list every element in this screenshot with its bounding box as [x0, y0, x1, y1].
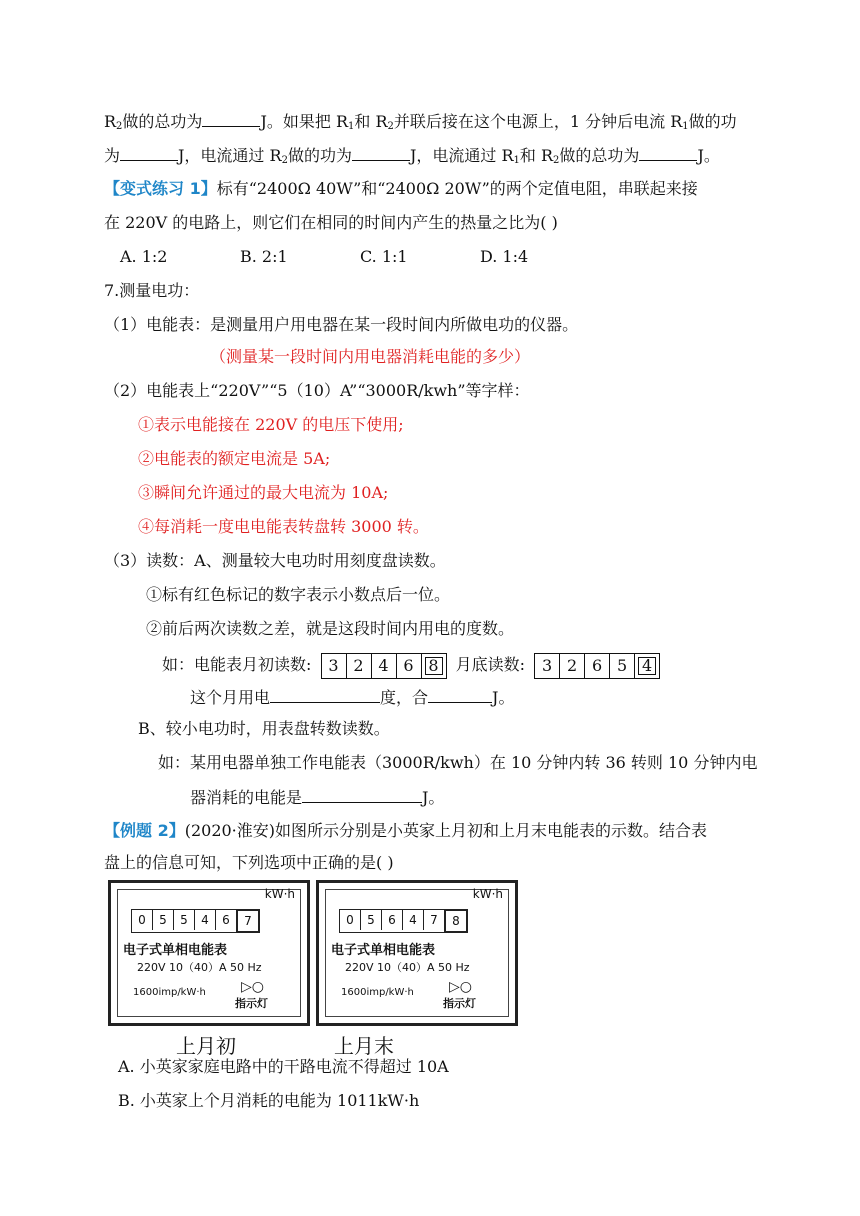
text: 这个月用电 — [190, 688, 271, 707]
option-a[interactable]: A. 1:2 — [120, 247, 168, 266]
meter-unit: kW·h — [264, 887, 295, 901]
text: 做的总功为 — [559, 146, 640, 165]
digit: 5 — [153, 910, 174, 930]
subscript: 2 — [553, 155, 560, 166]
meter-digits — [131, 909, 260, 933]
decimal-digit: 7 — [236, 909, 260, 933]
text: 做的功为 — [287, 146, 352, 165]
digit: 5 — [174, 910, 195, 930]
decimal-digit: 4 — [635, 654, 659, 678]
answer-blank — [302, 786, 422, 803]
meter-start — [108, 880, 310, 1026]
meter-imp: 1600imp/kW·h — [341, 987, 414, 998]
example-tag: 【例题 2】 — [104, 821, 185, 840]
answer-blank — [639, 144, 697, 161]
answer-a[interactable]: A. 小英家家庭电路中的干路电流不得超过 10A — [118, 1057, 449, 1076]
subscript: 2 — [281, 155, 288, 166]
text: R — [104, 112, 117, 131]
answer-blank — [270, 686, 380, 703]
practice-tag: 【变式练习 1】 — [104, 179, 217, 198]
example-2 — [104, 820, 707, 842]
text: (2020·淮安)如图所示分别是小英家上月初和上月末电能表的示数。结合表 — [184, 821, 708, 840]
meter-end — [316, 880, 518, 1026]
text: 器消耗的电能是 — [190, 788, 303, 807]
meter-end-caption: 上月末 — [334, 1034, 394, 1058]
text: 和 R — [354, 112, 388, 131]
digit: 3 — [535, 654, 560, 678]
digit: 7 — [424, 910, 445, 930]
answer-b[interactable]: B. 小英家上个月消耗的电能为 1011kW·h — [118, 1091, 420, 1110]
meter-start-caption: 上月初 — [176, 1034, 236, 1058]
month-end-reading — [534, 653, 660, 679]
digit: 6 — [382, 910, 403, 930]
digit: 6 — [585, 654, 610, 678]
text: 标有“2400Ω 40W”和“2400Ω 20W”的两个定值电阻，串联起来接 — [216, 179, 698, 198]
subscript: 2 — [116, 121, 123, 132]
text: 为 — [104, 146, 121, 165]
answer-blank — [120, 144, 178, 161]
red-note: （测量某一段时间内用电器消耗电能的多少） — [210, 347, 531, 366]
digit: 5 — [361, 910, 382, 930]
option-b[interactable]: B. 2:1 — [240, 247, 288, 266]
section-title: 7.测量电功： — [104, 281, 200, 300]
usage-line — [190, 686, 514, 709]
text: 做的功 — [688, 112, 737, 131]
meter-spec: 220V 10（40）A 50 Hz — [137, 961, 262, 974]
digit: 2 — [347, 654, 372, 678]
digit: 4 — [372, 654, 397, 678]
text: 和 R — [519, 146, 554, 165]
text: 做的总功为 — [122, 112, 203, 131]
digit: 4 — [195, 910, 216, 930]
meter-title: 电子式单相电能表 — [123, 943, 228, 958]
text: J。如果把 R — [260, 112, 348, 131]
digit: 0 — [132, 910, 153, 930]
meter-digits — [339, 909, 468, 933]
subsection-3: （3）读数：A、测量较大电功时用刻度盘读数。 — [104, 551, 446, 570]
red-point-3: ③瞬间允许通过的最大电流为 10A; — [138, 483, 389, 502]
red-point-2: ②电能表的额定电流是 5A; — [138, 449, 331, 468]
indicator-light-icon: ▷○ — [241, 979, 264, 995]
meter-title: 电子式单相电能表 — [331, 943, 436, 958]
red-point-1: ①表示电能接在 220V 的电压下使用; — [138, 415, 404, 434]
indicator-label: 指示灯 — [235, 997, 268, 1010]
answer-blank — [202, 110, 260, 127]
practice-1 — [104, 178, 698, 200]
answer-blank — [352, 144, 410, 161]
subsection-2: （2）电能表上“220V”“5（10）A”“3000R/kwh”等字样： — [104, 381, 530, 400]
subscript: 1 — [513, 155, 520, 166]
digit: 4 — [403, 910, 424, 930]
text: J。 — [697, 146, 720, 165]
subsection-1: （1）电能表：是测量用户用电器在某一段时间内所做电功的仪器。 — [104, 315, 579, 334]
option-c[interactable]: C. 1:1 — [360, 247, 408, 266]
line-1 — [104, 110, 737, 138]
text: 月底读数: — [455, 655, 525, 674]
text: 度，合 — [380, 688, 429, 707]
decimal-digit: 8 — [444, 909, 468, 933]
point-1: ①标有红色标记的数字表示小数点后一位。 — [146, 585, 451, 604]
text: J，电流通过 R — [409, 146, 514, 165]
line-2 — [104, 144, 720, 172]
method-b-example-cont — [190, 786, 444, 809]
month-start-reading — [321, 653, 447, 679]
subscript: 1 — [348, 121, 355, 132]
method-b: B、较小电功时，用表盘转数读数。 — [138, 719, 390, 738]
text: J。 — [422, 788, 445, 807]
indicator-light-icon: ▷○ — [449, 979, 472, 995]
text: J。 — [492, 688, 515, 707]
digit: 6 — [397, 654, 422, 678]
practice-1-cont: 在 220V 的电路上，则它们在相同的时间内产生的热量之比为( ) — [104, 213, 558, 232]
digit: 2 — [560, 654, 585, 678]
meter-imp: 1600imp/kW·h — [133, 987, 206, 998]
indicator-label: 指示灯 — [443, 997, 476, 1010]
option-d[interactable]: D. 1:4 — [480, 247, 529, 266]
method-b-example: 如：某用电器单独工作电能表（3000R/kwh）在 10 分钟内转 36 转则 10 分钟内电 — [158, 753, 758, 772]
text: 如：电能表月初读数: — [162, 655, 312, 674]
text: 并联后接在这个电源上，1 分钟后电流 R — [393, 112, 683, 131]
example-2-cont: 盘上的信息可知，下列选项中正确的是( ) — [104, 853, 394, 872]
red-point-4: ④每消耗一度电电能表转盘转 3000 转。 — [138, 517, 429, 536]
digit: 0 — [340, 910, 361, 930]
digit: 6 — [216, 910, 237, 930]
digit: 3 — [322, 654, 347, 678]
subscript: 1 — [682, 121, 689, 132]
answer-blank — [428, 686, 492, 703]
digit: 5 — [610, 654, 635, 678]
meter-unit: kW·h — [472, 887, 503, 901]
decimal-digit: 8 — [422, 654, 446, 678]
subscript: 2 — [387, 121, 394, 132]
point-2: ②前后两次读数之差，就是这段时间内用电的度数。 — [146, 619, 515, 638]
reading-example — [162, 652, 664, 679]
text: J，电流通过 R — [178, 146, 282, 165]
meter-spec: 220V 10（40）A 50 Hz — [345, 961, 470, 974]
